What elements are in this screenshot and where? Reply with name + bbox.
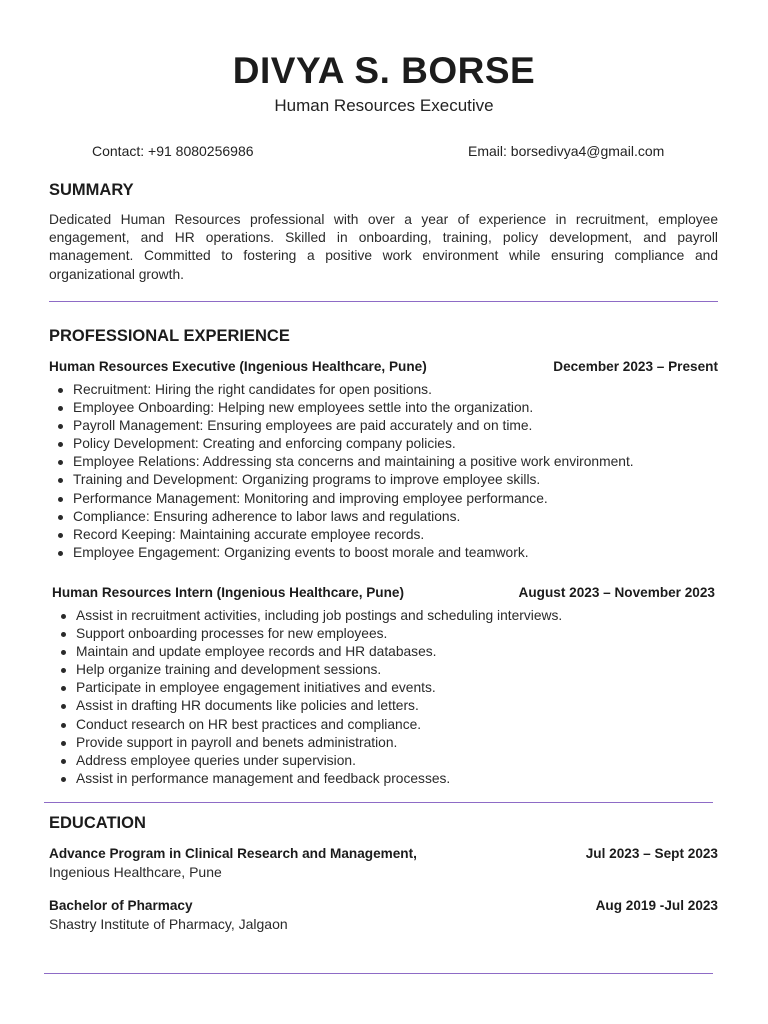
summary-text: Dedicated Human Resources professional with over a year of experience in recruitment, employee engagement, and HR operations. Skilled in onboarding, training, policy development, and payroll management. Committed to fostering a positive work environment while ensuring compliance and organizational growth. (49, 212, 718, 282)
candidate-name: DIVYA S. BORSE (232, 50, 536, 91)
duty-text: Compliance: Ensuring adherence to labor laws and regulations. (73, 508, 461, 524)
bullet-dot (61, 614, 66, 619)
list-item (52, 625, 562, 643)
bullet-dot (61, 723, 66, 728)
list-item (49, 508, 634, 526)
duty-text: Record Keeping: Maintaining accurate employee records. (73, 526, 425, 542)
bullet-dot (61, 668, 66, 673)
bullet-dot (61, 759, 66, 764)
bullet-dot (58, 478, 63, 483)
list-item (52, 661, 562, 679)
list-item (52, 716, 562, 734)
list-item (49, 381, 634, 399)
list-item (49, 490, 634, 508)
job-duties-list (49, 381, 634, 562)
duty-text: Employee Engagement: Organizing events to boost morale and teamwork. (73, 544, 529, 560)
section-divider (49, 301, 718, 302)
duty-text: Assist in drafting HR documents like policies and letters. (76, 698, 419, 714)
bullet-dot (58, 515, 63, 520)
bullet-dot (61, 650, 66, 655)
summary-heading: SUMMARY (49, 181, 134, 199)
list-item (52, 679, 562, 697)
job-dates: August 2023 – November 2023 (518, 585, 715, 600)
job-title: Human Resources Executive (Ingenious Healthcare, Pune) (49, 359, 427, 374)
duty-text: Employee Relations: Addressing sta concerns and maintaining a positive work environment. (73, 454, 634, 470)
duty-text: Maintain and update employee records and HR databases. (76, 644, 437, 660)
job-duties-list (52, 607, 562, 788)
education-heading: EDUCATION (49, 814, 146, 832)
duty-text: Support onboarding processes for new employees. (76, 626, 388, 642)
bullet-dot (61, 632, 66, 637)
duty-text: Training and Development: Organizing programs to improve employee skills. (73, 472, 541, 488)
list-item (52, 734, 562, 752)
bullet-dot (58, 497, 63, 502)
duty-text: Participate in employee engagement initiatives and events. (76, 680, 436, 696)
list-item (49, 435, 634, 453)
duty-text: Address employee queries under supervision. (76, 752, 356, 768)
duty-text: Assist in performance management and feedback processes. (76, 770, 451, 786)
section-divider (44, 802, 713, 803)
list-item (49, 471, 634, 489)
list-item (49, 526, 634, 544)
education-dates: Aug 2019 -Jul 2023 (595, 898, 718, 913)
bullet-dot (58, 406, 63, 411)
duty-text: Payroll Management: Ensuring employees are paid accurately and on time. (73, 418, 533, 434)
bullet-dot (61, 741, 66, 746)
duty-text: Assist in recruitment activities, including job postings and scheduling interviews. (76, 608, 563, 623)
list-item (52, 697, 562, 715)
duty-text: Conduct research on HR best practices and compliance. (76, 716, 422, 732)
list-item (49, 417, 634, 435)
job-title: Human Resources Intern (Ingenious Healthcare, Pune) (52, 585, 405, 600)
list-item (49, 453, 634, 471)
section-divider (44, 973, 713, 974)
bullet-dot (61, 704, 66, 709)
bullet-dot (61, 686, 66, 691)
bullet-dot (58, 533, 63, 538)
list-item (49, 544, 634, 562)
education-institution: Shastry Institute of Pharmacy, Jalgaon (49, 916, 288, 932)
education-institution: Ingenious Healthcare, Pune (49, 864, 222, 880)
list-item (52, 770, 562, 788)
bullet-dot (58, 460, 63, 465)
duty-text: Recruitment: Hiring the right candidates for open positions. (73, 382, 432, 397)
list-item (49, 399, 634, 417)
duty-text: Employee Onboarding: Helping new employees settle into the organization. (73, 400, 534, 416)
bullet-dot (58, 388, 63, 393)
list-item (52, 607, 562, 625)
contact-phone: Contact: +91 8080256986 (92, 143, 254, 159)
education-dates: Jul 2023 – Sept 2023 (585, 846, 718, 861)
duty-text: Policy Development: Creating and enforcing company policies. (73, 436, 456, 452)
duty-text: Provide support in payroll and benets administration. (76, 734, 398, 750)
experience-heading: PROFESSIONAL EXPERIENCE (49, 327, 290, 345)
bullet-dot (61, 777, 66, 782)
contact-email: Email: borsedivya4@gmail.com (468, 143, 665, 159)
bullet-dot (58, 551, 63, 556)
candidate-role: Human Resources Executive (274, 96, 494, 115)
education-degree: Advance Program in Clinical Research and Management, (49, 846, 417, 861)
duty-text: Performance Management: Monitoring and improving employee performance. (73, 490, 548, 506)
bullet-dot (58, 424, 63, 429)
job-dates: December 2023 – Present (553, 359, 718, 374)
bullet-dot (58, 442, 63, 447)
duty-text: Help organize training and development sessions. (76, 662, 382, 678)
education-degree: Bachelor of Pharmacy (49, 898, 193, 913)
list-item (52, 643, 562, 661)
list-item (52, 752, 562, 770)
